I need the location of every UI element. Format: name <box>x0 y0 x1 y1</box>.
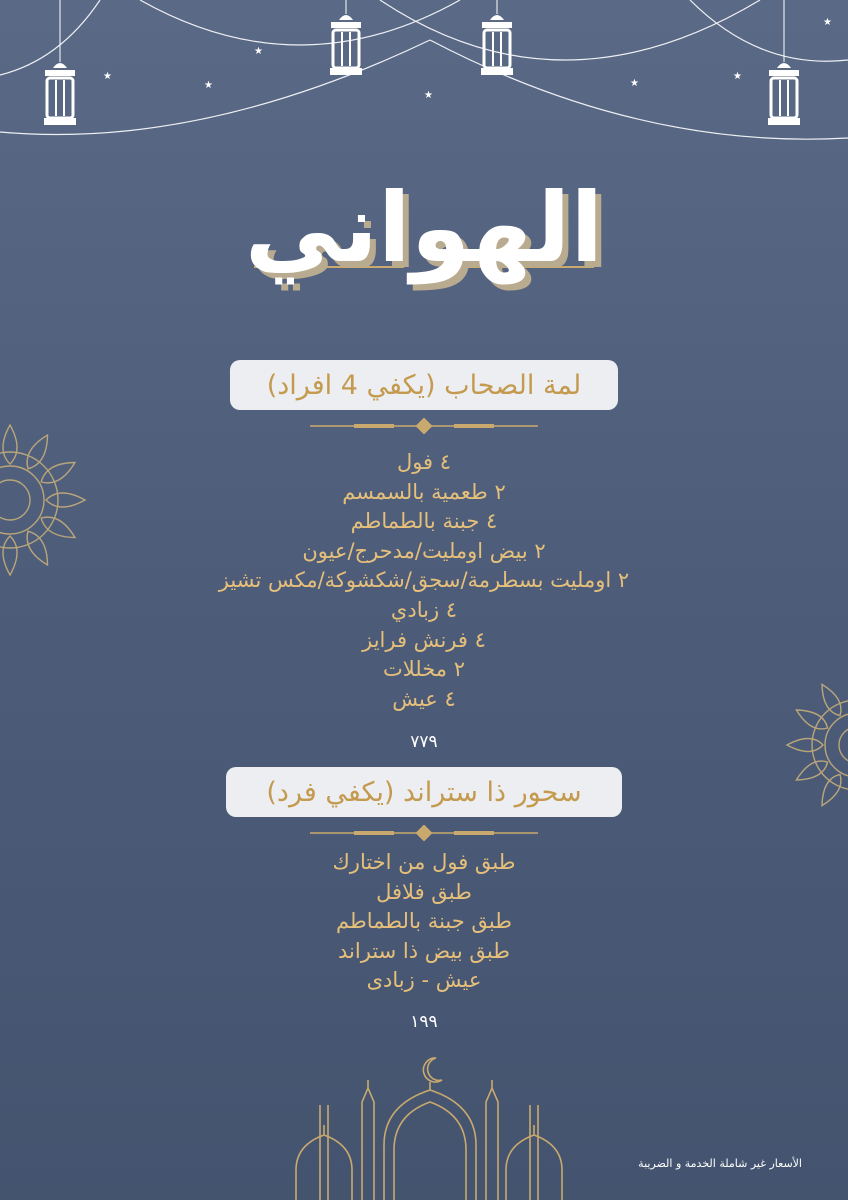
list-item: ٤ جبنة بالطماطم <box>350 509 498 534</box>
list-item: ٤ عيش <box>392 686 456 711</box>
price: ٧٧٩ <box>410 732 438 752</box>
list-item: ٤ فرنش فرايز <box>362 627 486 652</box>
list-item: ٢ اومليت بسطرمة/سجق/شكشوكة/مكس تشيز <box>218 568 630 593</box>
mosque-outline <box>284 1050 574 1200</box>
list-item: ٤ زبادي <box>390 597 458 622</box>
list-item: ٢ طعمية بالسمسم <box>342 479 506 504</box>
list-item: طبق جبنة بالطماطم <box>336 909 512 934</box>
title-block <box>0 112 848 352</box>
star-icon: ★ <box>103 71 112 82</box>
lantern-icon <box>44 0 76 125</box>
star-icon: ★ <box>630 78 639 89</box>
section-heading: لمة الصحاب (يكفي 4 افراد) <box>230 360 618 410</box>
list-item: ٢ بيض اومليت/مدحرج/عيون <box>302 538 546 563</box>
footnote: الأسعار غير شاملة الخدمة و الضريبة <box>638 1157 802 1170</box>
menu-items <box>0 848 848 996</box>
list-item: عيش - زبادى <box>366 968 482 993</box>
list-item: طبق فلافل <box>376 879 472 904</box>
star-icon: ★ <box>424 90 433 101</box>
menu-items <box>0 448 848 714</box>
crescent-moon-icon <box>423 1058 442 1082</box>
divider-ornament <box>310 825 538 841</box>
lantern-icon <box>768 0 800 125</box>
list-item: طبق بيض ذا ستراند <box>338 938 510 963</box>
star-icon: ★ <box>254 46 263 57</box>
page-title: الهواني <box>244 172 604 284</box>
list-item: طبق فول من اختارك <box>332 850 516 874</box>
divider-ornament <box>310 418 538 434</box>
list-item: ٤ فول <box>396 450 452 474</box>
star-icon: ★ <box>823 17 832 28</box>
price: ١٩٩ <box>410 1012 438 1032</box>
section-heading: سحور ذا ستراند (يكفي فرد) <box>226 767 622 817</box>
lantern-icon <box>481 0 513 75</box>
list-item: ٢ مخللات <box>382 657 465 682</box>
star-icon: ★ <box>204 80 213 91</box>
star-icon: ★ <box>733 71 742 82</box>
lantern-icon <box>330 0 362 75</box>
